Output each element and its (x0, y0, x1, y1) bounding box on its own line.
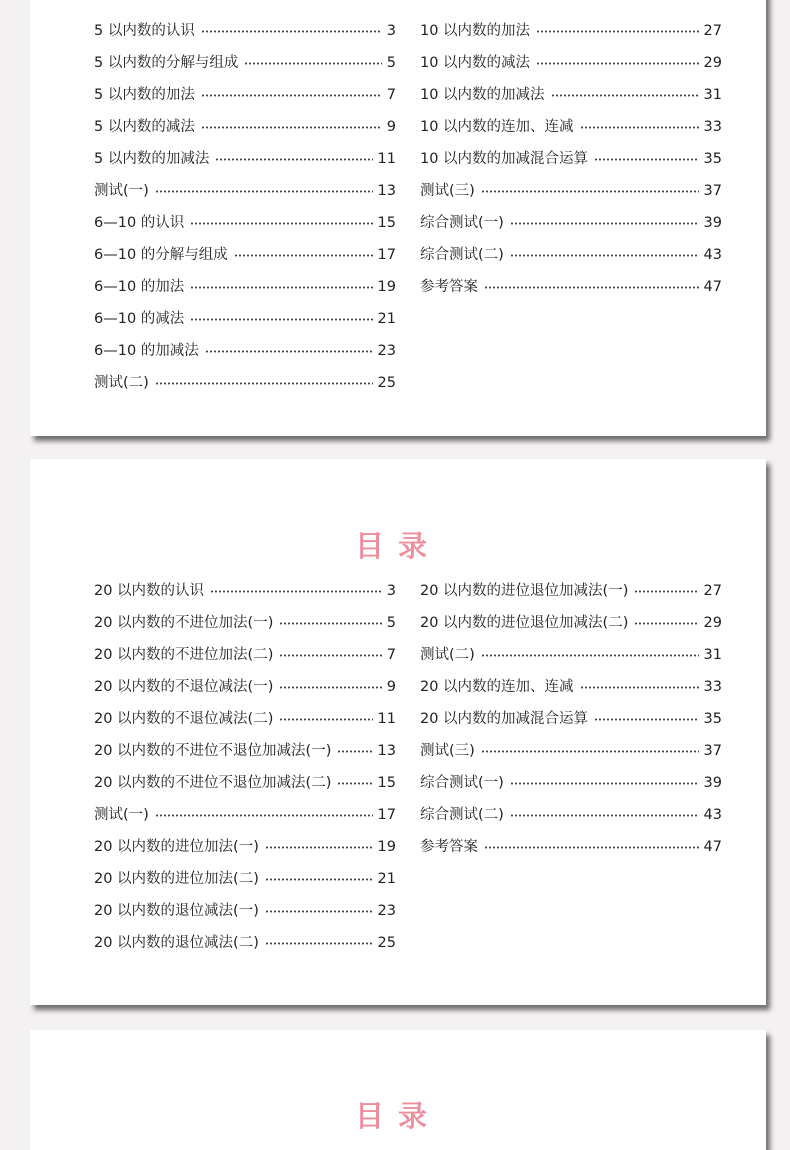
toc-entry-label: 5 以内数的分解与组成 (94, 55, 239, 71)
toc-dot-leader (510, 222, 699, 225)
toc-entry-page-number: 9 (386, 119, 396, 135)
toc-entry (94, 52, 396, 74)
toc-entry-label: 10 以内数的减法 (420, 55, 531, 71)
toc-entry-label: 10 以内数的加减法 (420, 87, 545, 103)
toc-title: 目录 (354, 529, 441, 563)
toc-entry-label: 综合测试(二) (420, 807, 504, 823)
toc-entry-page-number: 21 (377, 311, 396, 327)
toc-entry-page-number: 13 (377, 183, 396, 199)
toc-entry-page-number: 35 (703, 711, 722, 727)
toc-entry-label: 综合测试(一) (420, 775, 504, 791)
toc-entry-page-number: 17 (377, 807, 396, 823)
toc-entry (94, 932, 396, 954)
toc-entry (420, 772, 722, 794)
toc-entry-label: 综合测试(一) (420, 215, 504, 231)
toc-entry (420, 116, 722, 138)
toc-entry-label: 测试(一) (94, 807, 149, 823)
toc-entry-label: 参考答案 (420, 839, 478, 855)
toc-entry-label: 20 以内数的退位减法(二) (94, 935, 259, 951)
toc-entry-page-number: 35 (703, 151, 722, 167)
toc-entry (94, 244, 396, 266)
toc-entry-page-number: 29 (703, 615, 722, 631)
toc-dot-leader (265, 846, 373, 849)
toc-dot-leader (594, 718, 698, 721)
toc-entry (94, 804, 396, 826)
toc-entry (94, 180, 396, 202)
toc-entry-page-number: 19 (377, 279, 396, 295)
toc-entry (94, 580, 396, 602)
toc-entry (420, 612, 722, 634)
toc-entry (94, 20, 396, 42)
toc-dot-leader (265, 942, 373, 945)
toc-entry-page-number: 29 (703, 55, 722, 71)
toc-entry-label: 6—10 的分解与组成 (94, 247, 228, 263)
toc-entry-label: 5 以内数的减法 (94, 119, 195, 135)
toc-dot-leader (201, 126, 382, 129)
toc-dot-leader (234, 254, 373, 257)
toc-dot-leader (634, 622, 698, 625)
toc-entry-label: 20 以内数的加减混合运算 (420, 711, 589, 727)
toc-entry-label: 20 以内数的不退位减法(二) (94, 711, 274, 727)
toc-entry-page-number: 47 (703, 839, 722, 855)
toc-entry-page-number: 21 (377, 871, 396, 887)
toc-entry-page-number: 11 (377, 151, 396, 167)
toc-entry-label: 6—10 的认识 (94, 215, 185, 231)
toc-entry (420, 580, 722, 602)
toc-entry-page-number: 15 (377, 775, 396, 791)
toc-dot-leader (481, 190, 699, 193)
toc-entry (420, 244, 722, 266)
toc-entry-label: 5 以内数的认识 (94, 23, 195, 39)
toc-entry-label: 6—10 的加法 (94, 279, 185, 295)
toc-entry-page-number: 15 (377, 215, 396, 231)
toc-dot-leader (536, 30, 698, 33)
toc-entry-label: 20 以内数的进位退位加减法(一) (420, 583, 629, 599)
toc-dot-leader (190, 222, 372, 225)
toc-entry (94, 116, 396, 138)
toc-title: 目录 (354, 1099, 441, 1133)
toc-entry (94, 212, 396, 234)
toc-entry-label: 20 以内数的不退位减法(一) (94, 679, 274, 695)
toc-entry-page-number: 39 (703, 775, 722, 791)
toc-dot-leader (510, 254, 699, 257)
toc-entry-label: 20 以内数的退位减法(一) (94, 903, 259, 919)
toc-entry-page-number: 11 (377, 711, 396, 727)
toc-entry-page-number: 43 (703, 807, 722, 823)
toc-entry-page-number: 7 (386, 87, 396, 103)
toc-dot-leader (210, 590, 382, 593)
toc-entry (94, 612, 396, 634)
toc-dot-leader (265, 878, 373, 881)
toc-entry-label: 5 以内数的加减法 (94, 151, 210, 167)
toc-entry-label: 测试(三) (420, 743, 475, 759)
toc-dot-leader (215, 158, 372, 161)
toc-dot-leader (265, 910, 373, 913)
toc-dot-leader (244, 62, 381, 65)
toc-entry-page-number: 23 (377, 903, 396, 919)
toc-page-1 (30, 0, 766, 436)
toc-dot-leader (634, 590, 698, 593)
toc-dot-leader (551, 94, 699, 97)
toc-dot-leader (594, 158, 698, 161)
toc-entry-page-number: 33 (703, 679, 722, 695)
toc-entry-page-number: 5 (386, 615, 396, 631)
toc-dot-leader (580, 126, 699, 129)
toc-entry-page-number: 5 (386, 55, 396, 71)
toc-entry (94, 276, 396, 298)
toc-entry (94, 836, 396, 858)
toc-entry-page-number: 37 (703, 743, 722, 759)
toc-entry-label: 20 以内数的认识 (94, 583, 205, 599)
toc-dot-leader (190, 286, 372, 289)
toc-page-2 (30, 459, 766, 1005)
toc-entry (420, 84, 722, 106)
toc-entry-label: 5 以内数的加法 (94, 87, 195, 103)
toc-entry-page-number: 3 (386, 583, 396, 599)
toc-dot-leader (536, 62, 698, 65)
toc-entry-page-number: 9 (386, 679, 396, 695)
toc-entry (94, 84, 396, 106)
toc-dot-leader (337, 782, 372, 785)
toc-entry-page-number: 7 (386, 647, 396, 663)
toc-dot-leader (510, 814, 699, 817)
toc-entry-page-number: 19 (377, 839, 396, 855)
toc-dot-leader (481, 654, 699, 657)
toc-entry-label: 参考答案 (420, 279, 478, 295)
toc-entry-label: 20 以内数的不进位加法(二) (94, 647, 274, 663)
toc-entry-label: 20 以内数的不进位不退位加减法(一) (94, 743, 332, 759)
toc-entry (94, 148, 396, 170)
toc-entry (420, 148, 722, 170)
toc-entry-page-number: 27 (703, 583, 722, 599)
toc-entry-label: 测试(二) (94, 375, 149, 391)
toc-entry (420, 740, 722, 762)
toc-entry-page-number: 37 (703, 183, 722, 199)
toc-entry (94, 868, 396, 890)
toc-entry-label: 20 以内数的连加、连减 (420, 679, 574, 695)
toc-entry-label: 20 以内数的进位退位加减法(二) (420, 615, 629, 631)
toc-entry (420, 276, 722, 298)
toc-entry-label: 10 以内数的加法 (420, 23, 531, 39)
toc-dot-leader (155, 190, 373, 193)
toc-entry-label: 20 以内数的进位加法(二) (94, 871, 259, 887)
toc-dot-leader (337, 750, 372, 753)
toc-entry-label: 20 以内数的进位加法(一) (94, 839, 259, 855)
toc-entry (420, 708, 722, 730)
toc-entry (94, 372, 396, 394)
toc-entry (94, 740, 396, 762)
toc-entry (420, 676, 722, 698)
toc-entry-page-number: 27 (703, 23, 722, 39)
toc-entry-label: 综合测试(二) (420, 247, 504, 263)
toc-entry (420, 644, 722, 666)
toc-entry (420, 212, 722, 234)
toc-dot-leader (190, 318, 372, 321)
toc-dot-leader (279, 686, 381, 689)
toc-dot-leader (201, 94, 382, 97)
toc-entry (420, 52, 722, 74)
toc-page-3 (30, 1030, 766, 1150)
toc-dot-leader (155, 814, 373, 817)
toc-entry-page-number: 47 (703, 279, 722, 295)
toc-entry-page-number: 43 (703, 247, 722, 263)
toc-dot-leader (155, 382, 373, 385)
toc-entry-page-number: 17 (377, 247, 396, 263)
toc-dot-leader (580, 686, 699, 689)
toc-entry (420, 804, 722, 826)
toc-entry-label: 6—10 的加减法 (94, 343, 199, 359)
toc-entry-page-number: 33 (703, 119, 722, 135)
toc-dot-leader (279, 622, 381, 625)
toc-entry-label: 测试(三) (420, 183, 475, 199)
toc-entry (94, 708, 396, 730)
toc-dot-leader (201, 30, 382, 33)
toc-entry-label: 10 以内数的加减混合运算 (420, 151, 589, 167)
toc-entry-page-number: 25 (377, 375, 396, 391)
toc-dot-leader (279, 654, 381, 657)
toc-entry-label: 测试(一) (94, 183, 149, 199)
toc-entry (420, 20, 722, 42)
toc-entry (94, 340, 396, 362)
toc-entry (94, 772, 396, 794)
toc-entry-page-number: 25 (377, 935, 396, 951)
toc-entry (94, 308, 396, 330)
toc-entry-page-number: 3 (386, 23, 396, 39)
toc-entry (94, 676, 396, 698)
toc-entry (94, 644, 396, 666)
toc-entry-label: 20 以内数的不进位加法(一) (94, 615, 274, 631)
toc-entry-label: 20 以内数的不进位不退位加减法(二) (94, 775, 332, 791)
toc-entry-page-number: 13 (377, 743, 396, 759)
toc-entry-page-number: 31 (703, 647, 722, 663)
toc-dot-leader (279, 718, 372, 721)
toc-dot-leader (484, 846, 699, 849)
toc-dot-leader (484, 286, 699, 289)
toc-entry-page-number: 39 (703, 215, 722, 231)
toc-dot-leader (205, 350, 373, 353)
toc-entry-label: 6—10 的减法 (94, 311, 185, 327)
toc-entry-page-number: 23 (377, 343, 396, 359)
toc-dot-leader (481, 750, 699, 753)
toc-entry-label: 测试(二) (420, 647, 475, 663)
toc-dot-leader (510, 782, 699, 785)
toc-entry (94, 900, 396, 922)
toc-entry-page-number: 31 (703, 87, 722, 103)
toc-entry-label: 10 以内数的连加、连减 (420, 119, 574, 135)
toc-entry (420, 836, 722, 858)
toc-entry (420, 180, 722, 202)
